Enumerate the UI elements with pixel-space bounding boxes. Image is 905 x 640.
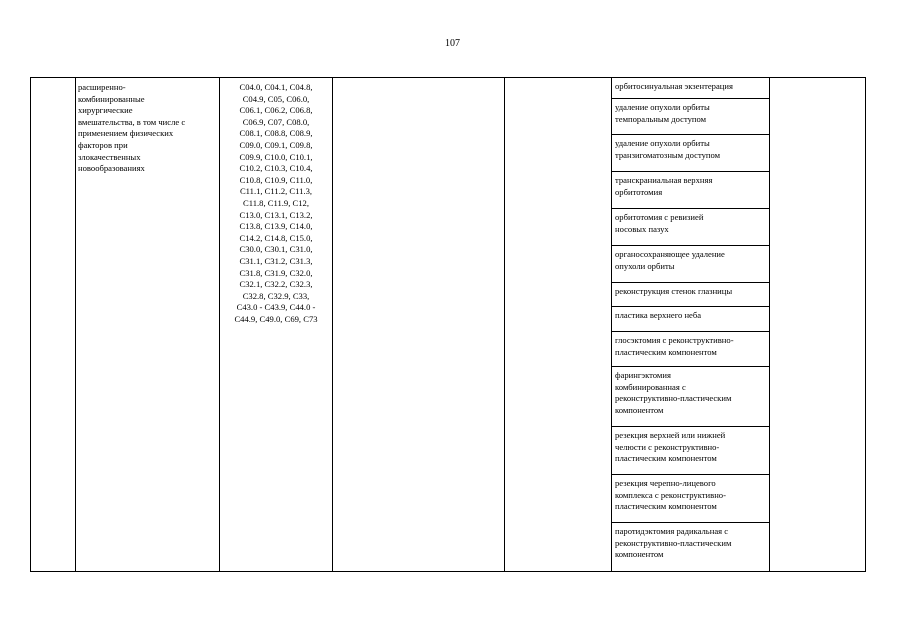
procedure-item: пластика верхнего неба bbox=[612, 307, 770, 332]
column-divider bbox=[504, 78, 505, 571]
procedure-item: органосохраняющее удаление опухоли орбиты bbox=[612, 246, 770, 283]
intervention-type-cell: расширенно- комбинированные хирургические вмешательства, в том числе с применением физических факторов при злокачественных новообразованиях bbox=[78, 82, 186, 174]
procedure-item: паротидэктомия радикальная с реконструктивно-пластическим компонентом bbox=[615, 526, 732, 560]
icd-codes-cell: C04.0, C04.1, C04.8, C04.9, C05, C06.0, C06.1, C06.2, C06.8, C06.9, C07, C08.0, C08.1, C08.8, C08.9, C09.0, C09.1, C09.8, C09.9, C10.0, C10.1, C10.2, C10.3, C10.4, C10.8, C10.9, C11.0, C11.1, C11.2, C11.3, C11.8, C11.9, C12, C13.0, C13.1, C13.2, C13.8, C13.9, C14.0, C14.2, C14.8, C15.0, C30.0, C30.1, C31.0, C31.1, C31.2, C31.3, C31.8, C31.9, C32.0, C32.1, C32.2, C32.3, C32.8, C32.9, C33, C43.0 - C43.9, C44.0 - C44.9, C49.0, C69, C73 bbox=[234, 82, 318, 324]
column-divider bbox=[219, 78, 220, 571]
treatment-table bbox=[30, 77, 866, 572]
procedure-item: орбитотомия с ревизией носовых пазух bbox=[612, 209, 770, 246]
procedure-item: транскраниальная верхняя орбитотомия bbox=[612, 172, 770, 209]
procedure-item: глосэктомия с реконструктивно- пластическим компонентом bbox=[612, 332, 770, 367]
page-number: 107 bbox=[445, 38, 460, 49]
procedure-item: реконструкция стенок глазницы bbox=[612, 283, 770, 307]
procedure-item: резекция черепно-лицевого комплекса с реконструктивно- пластическим компонентом bbox=[612, 475, 770, 523]
procedure-item: удаление опухоли орбиты темпоральным доступом bbox=[612, 99, 770, 135]
procedure-item: удаление опухоли орбиты транзигоматозным доступом bbox=[612, 135, 770, 172]
column-divider bbox=[75, 78, 76, 571]
column-divider bbox=[332, 78, 333, 571]
procedure-item: резекция верхней или нижней челюсти с реконструктивно- пластическим компонентом bbox=[612, 427, 770, 475]
procedure-item: орбитосинуальная экзентерация bbox=[612, 78, 770, 99]
procedure-item: фарингэктомия комбинированная с реконструктивно-пластическим компонентом bbox=[612, 367, 770, 427]
